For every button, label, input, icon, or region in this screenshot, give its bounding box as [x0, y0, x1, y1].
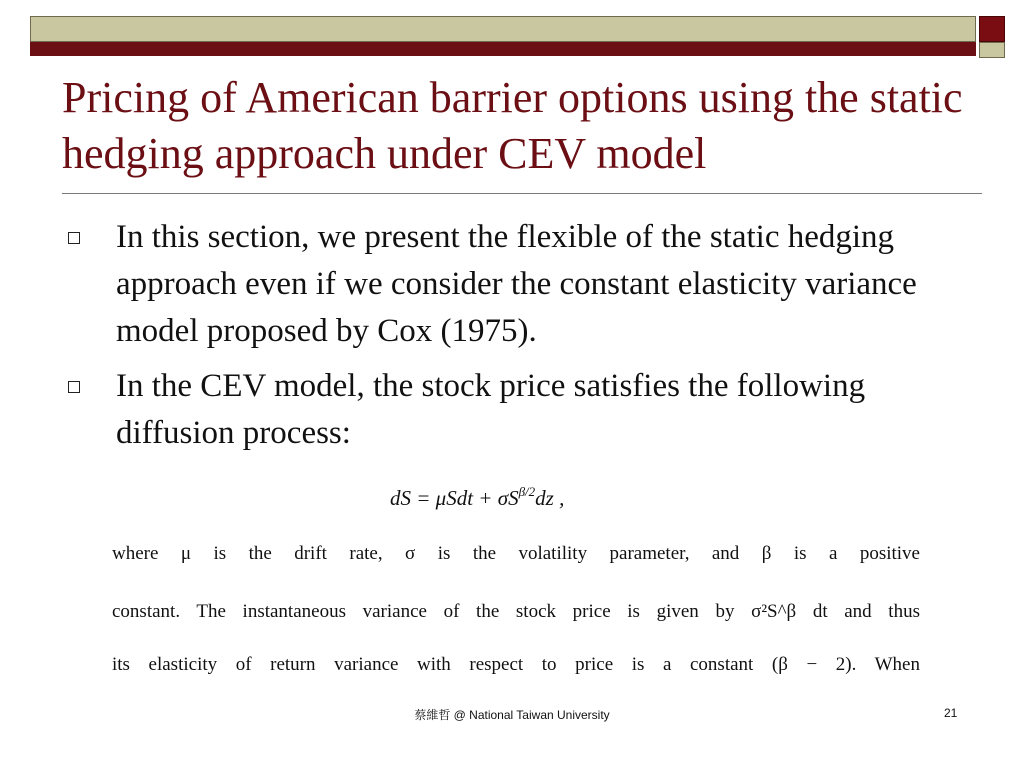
title-divider — [62, 193, 982, 194]
hollow-square-bullet-icon — [68, 232, 80, 244]
page-number: 21 — [944, 706, 958, 720]
paragraph-line-1: where μ is the drift rate, σ is the volatility parameter, and β is a positive — [112, 543, 920, 564]
slide-title: Pricing of American barrier options using the static hedging approach under CEV model — [62, 73, 963, 178]
corner-red-square — [979, 16, 1005, 42]
formula-lhs: dS = μSdt + σS — [390, 486, 519, 510]
paragraph-line-3: its elasticity of return variance with respect to price is a constant (β − 2). When — [112, 654, 920, 675]
corner-olive-square — [979, 42, 1005, 58]
slide-footer: 蔡維哲 @ National Taiwan University — [414, 708, 610, 722]
hollow-square-bullet-icon — [68, 381, 80, 393]
bullet-item — [62, 214, 962, 355]
paragraph-line-2: constant. The instantaneous variance of the stock price is given by σ²S^β dt and thus — [112, 601, 920, 622]
header-olive-bar — [30, 16, 976, 42]
bullet-text: In this section, we present the flexible of the static hedging approach even if we consider the constant elasticity variance model proposed by Cox (1975). — [116, 219, 917, 349]
formula-exponent: β/2 — [518, 484, 536, 499]
header-decoration-bar — [30, 16, 976, 58]
bullet-text: In the CEV model, the stock price satisfies the following diffusion process: — [116, 368, 866, 451]
header-red-bar — [30, 42, 976, 56]
formula-rhs: dz , — [535, 486, 565, 510]
cev-formula — [390, 484, 564, 511]
bullet-item — [62, 363, 962, 457]
bullet-list — [62, 214, 962, 465]
